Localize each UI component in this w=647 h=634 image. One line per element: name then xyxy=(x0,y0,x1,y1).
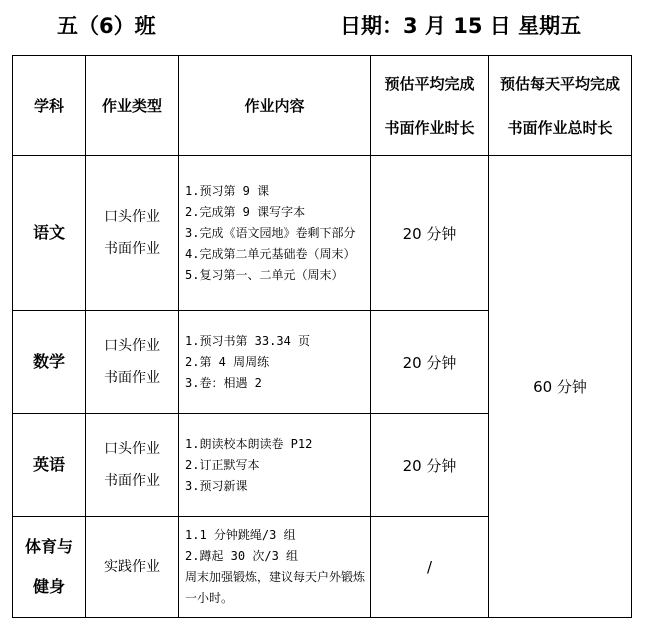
subject-label: 体育与 xyxy=(24,537,73,556)
content-item: 2.第 4 周周练 xyxy=(185,354,270,369)
subject-cell xyxy=(13,156,86,311)
table-row xyxy=(13,156,632,311)
date-label: 日期：3 月 15 日 星期五 xyxy=(340,14,582,38)
type-label: 书面作业 xyxy=(104,370,160,386)
content-item: 2.蹲起 30 次/3 组 xyxy=(185,549,299,563)
total-time-cell: 60 分钟 xyxy=(489,156,632,618)
type-label: 实践作业 xyxy=(104,559,160,575)
header-row xyxy=(13,56,632,156)
content-item: 3.完成《语文园地》卷剩下部分 xyxy=(185,225,356,240)
content-item: 2.完成第 9 课写字本 xyxy=(185,204,306,219)
type-label: 书面作业 xyxy=(104,473,160,489)
type-cell xyxy=(86,517,179,618)
content-item: 1.预习书第 33.34 页 xyxy=(185,333,311,348)
subject-label: 英语 xyxy=(32,455,65,474)
content-cell xyxy=(179,311,371,414)
content-item: 1.1 分钟跳绳/3 组 xyxy=(185,528,296,542)
content-cell xyxy=(179,517,371,618)
col-header-avg-time xyxy=(371,56,489,156)
col-header-avg-time-line1: 预估平均完成 xyxy=(384,74,475,93)
subject-cell xyxy=(13,311,86,414)
content-cell xyxy=(179,414,371,517)
time-cell: / xyxy=(371,517,489,618)
type-label: 书面作业 xyxy=(104,241,160,257)
homework-table xyxy=(12,55,632,618)
type-cell xyxy=(86,414,179,517)
content-item: 4.完成第二单元基础卷（周末） xyxy=(185,246,356,261)
subject-label: 健身 xyxy=(32,577,65,596)
type-cell xyxy=(86,311,179,414)
type-label: 口头作业 xyxy=(104,441,160,457)
type-label: 口头作业 xyxy=(104,338,160,354)
col-header-subject: 学科 xyxy=(13,56,86,156)
content-cell xyxy=(179,156,371,311)
content-item: 周末加强锻炼，建议每天户外锻炼一小时。 xyxy=(185,570,366,605)
type-label: 口头作业 xyxy=(104,209,160,225)
col-header-total-time-line2: 书面作业总时长 xyxy=(507,118,613,137)
col-header-type: 作业类型 xyxy=(86,56,179,156)
subject-label: 语文 xyxy=(32,223,65,242)
content-item: 3.卷：相遇 2 xyxy=(185,375,262,390)
col-header-content: 作业内容 xyxy=(179,56,371,156)
type-cell xyxy=(86,156,179,311)
content-item: 5.复习第一、二单元（周末） xyxy=(185,267,344,282)
col-header-total-time-line1: 预估每天平均完成 xyxy=(499,74,620,93)
content-item: 1.朗读校本朗读卷 P12 xyxy=(185,436,313,451)
time-cell: 20 分钟 xyxy=(371,414,489,517)
subject-cell xyxy=(13,414,86,517)
content-item: 2.订正默写本 xyxy=(185,457,260,472)
subject-label: 数学 xyxy=(32,352,65,371)
col-header-total-time xyxy=(489,56,632,156)
class-title: 五（6）班 xyxy=(57,14,156,38)
subject-cell xyxy=(13,517,86,618)
time-cell: 20 分钟 xyxy=(371,156,489,311)
content-item: 1.预习第 9 课 xyxy=(185,183,270,198)
time-cell: 20 分钟 xyxy=(371,311,489,414)
content-item: 3.预习新课 xyxy=(185,478,248,493)
col-header-avg-time-line2: 书面作业时长 xyxy=(384,118,475,137)
